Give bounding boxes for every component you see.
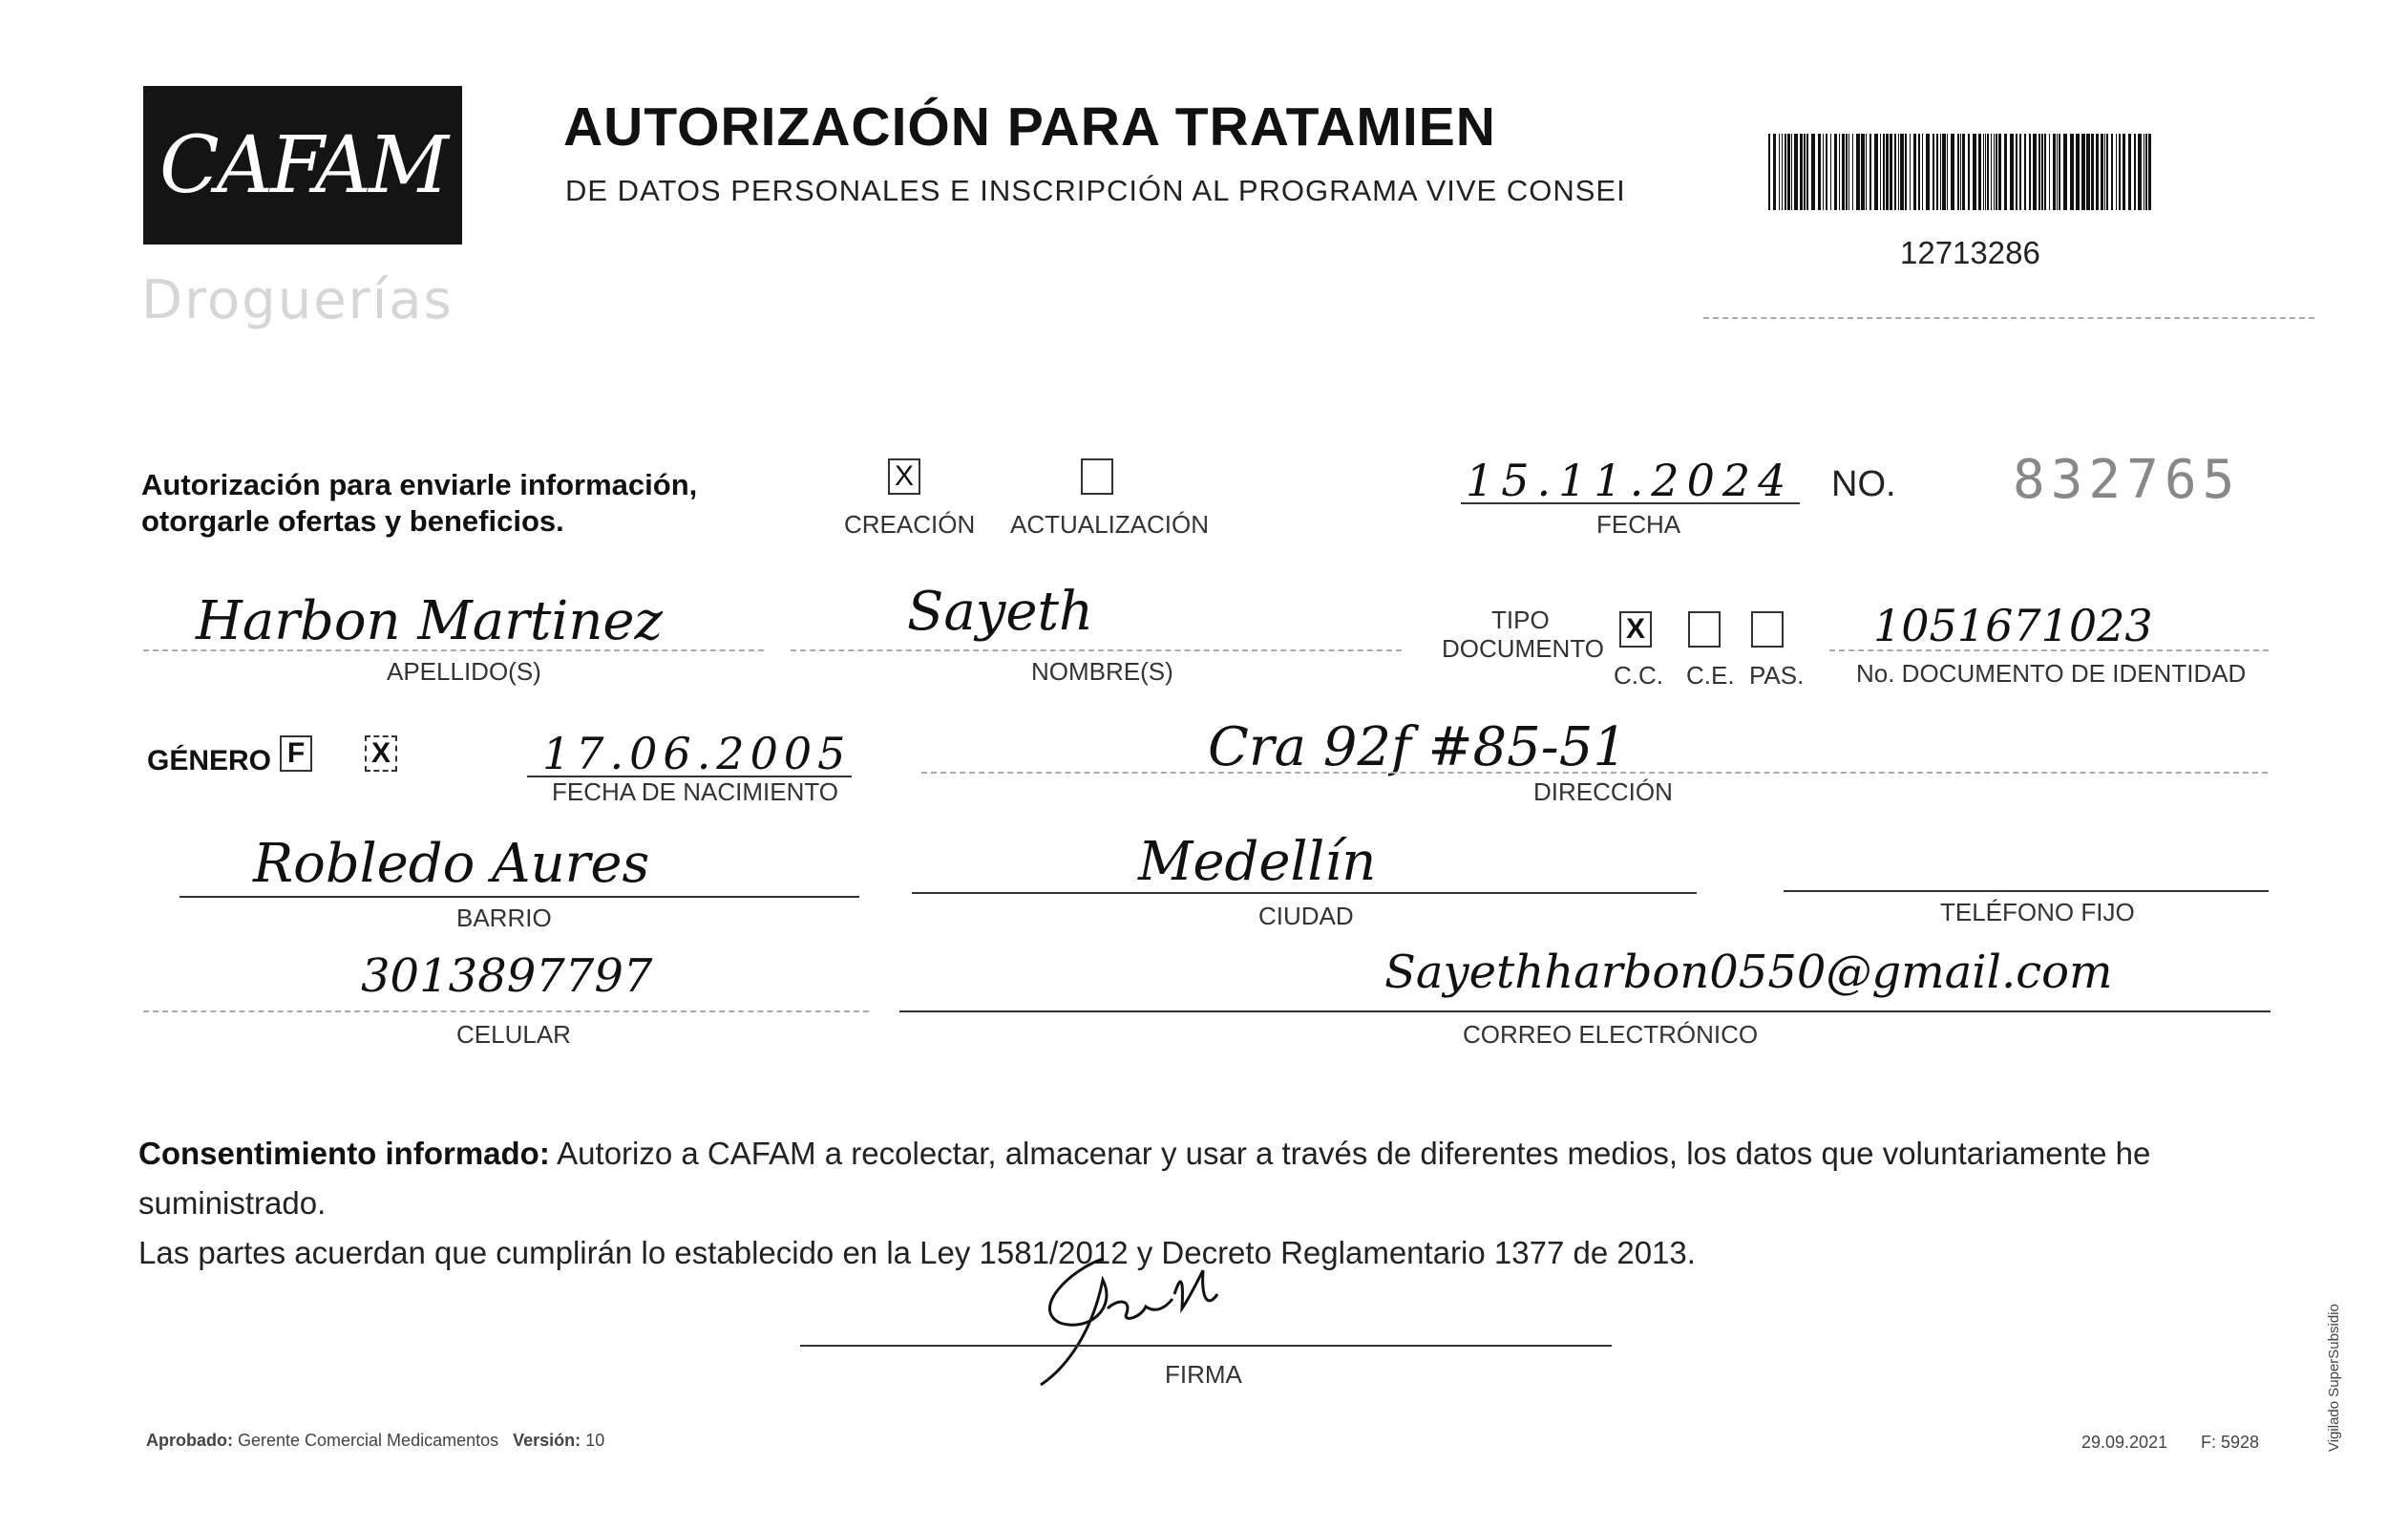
- barcode-bar: [2106, 134, 2108, 210]
- barcode-bar: [1922, 134, 1923, 210]
- nacimiento-label: FECHA DE NACIMIENTO: [552, 777, 839, 806]
- nombres-label: NOMBRE(S): [1031, 657, 1173, 686]
- barcode-bar: [1991, 134, 1992, 210]
- pas-checkbox[interactable]: [1751, 611, 1784, 648]
- direccion-line: [921, 772, 2268, 774]
- barcode-bar: [1866, 134, 1867, 210]
- ciudad-line: [912, 892, 1697, 894]
- barcode-bar: [2057, 134, 2058, 210]
- genero-label: GÉNERO: [147, 745, 272, 776]
- barcode-bar: [1894, 134, 1896, 210]
- auth-label-2: otorgarle ofertas y beneficios.: [141, 504, 564, 538]
- barcode-bar: [2038, 134, 2040, 210]
- barcode-bar: [1890, 134, 1892, 210]
- barcode: [1768, 134, 2152, 210]
- fecha-label: FECHA: [1596, 510, 1681, 539]
- barcode-bar: [2086, 134, 2090, 210]
- creacion-checkbox[interactable]: X: [888, 458, 920, 495]
- barcode-bar: [1842, 134, 1845, 210]
- vigilado-text: Vigilado SuperSubsidio: [2326, 1304, 2342, 1452]
- barcode-bar: [2024, 134, 2026, 210]
- barcode-bar: [2138, 134, 2142, 210]
- barcode-bar: [1905, 134, 1907, 210]
- barcode-bar: [2004, 134, 2007, 210]
- barcode-bar: [1933, 134, 1934, 210]
- consent-text-2: Las partes acuerdan que cumplirán lo establecido en la Ley 1581/2012 y Decreto Reglamentario 1377 de 2013.: [138, 1235, 1696, 1270]
- barcode-bar: [1983, 134, 1984, 210]
- barcode-bar: [1886, 134, 1889, 210]
- no-label: NO.: [1831, 464, 1896, 504]
- barcode-bar: [1791, 134, 1792, 210]
- documento-value[interactable]: 1051671023: [1873, 600, 2153, 651]
- barcode-bar: [1794, 134, 1798, 210]
- firma-line: [800, 1345, 1612, 1347]
- barrio-value[interactable]: Robledo Aures: [253, 833, 650, 895]
- barcode-bar: [1951, 134, 1954, 210]
- tipo-label: TIPO: [1491, 606, 1550, 634]
- barcode-bar: [1848, 134, 1849, 210]
- barcode-bar: [2053, 134, 2056, 210]
- barrio-line: [180, 896, 859, 898]
- footer-date: 29.09.2021: [2081, 1433, 2168, 1452]
- correo-label: CORREO ELECTRÓNICO: [1463, 1020, 1759, 1049]
- barcode-bar: [1918, 134, 1920, 210]
- barcode-bar: [1861, 134, 1865, 210]
- nombres-value[interactable]: Sayeth: [907, 581, 1094, 643]
- aprobado-label: Aprobado:: [146, 1431, 233, 1450]
- documento-line: [1829, 649, 2269, 651]
- barcode-bar: [2104, 134, 2105, 210]
- apellidos-line: [143, 649, 764, 651]
- barcode-bar: [2148, 134, 2151, 210]
- auth-label-1: Autorización para enviarle información,: [141, 468, 698, 501]
- form-title: AUTORIZACIÓN PARA TRATAMIEN: [563, 96, 1496, 158]
- version-value: 10: [585, 1431, 605, 1450]
- barcode-bar: [1973, 134, 1976, 210]
- barcode-bar: [1806, 134, 1808, 210]
- barcode-bar: [1994, 134, 1995, 210]
- barcode-bar: [2029, 134, 2031, 210]
- direccion-label: DIRECCIÓN: [1533, 777, 1673, 806]
- creacion-label: CREACIÓN: [844, 510, 976, 539]
- actualizacion-label: ACTUALIZACIÓN: [1010, 510, 1210, 539]
- firma-label: FIRMA: [1165, 1360, 1242, 1389]
- barcode-bar: [1852, 134, 1853, 210]
- footer-form-code: F: 5928: [2201, 1433, 2260, 1452]
- consent-bold-label: Consentimiento informado:: [138, 1136, 550, 1171]
- barcode-bar: [1940, 134, 1941, 210]
- barcode-bar: [1823, 134, 1824, 210]
- barcode-bar: [1830, 134, 1831, 210]
- barcode-bar: [1874, 134, 1878, 210]
- barcode-bar: [1947, 134, 1948, 210]
- cc-label: C.C.: [1614, 661, 1663, 690]
- barcode-bar: [1883, 134, 1885, 210]
- barcode-bar: [2059, 134, 2060, 210]
- cc-checkbox[interactable]: X: [1619, 611, 1652, 648]
- barcode-bar: [1987, 134, 1989, 210]
- documento-label: DOCUMENTO: [1442, 634, 1604, 663]
- telefono-label: TELÉFONO FIJO: [1940, 898, 2135, 926]
- barcode-bar: [2063, 134, 2067, 210]
- barcode-bar: [1800, 134, 1803, 210]
- drogueria-text: Droguerías: [141, 269, 454, 331]
- correo-value[interactable]: Sayethharbon0550@gmail.com: [1384, 946, 2113, 999]
- barcode-bar: [1960, 134, 1961, 210]
- header-divider: [1703, 317, 2314, 319]
- barcode-bar: [1839, 134, 1840, 210]
- barcode-bar: [2119, 134, 2121, 210]
- barcode-bar: [1898, 134, 1899, 210]
- barcode-bar: [1985, 134, 1986, 210]
- barcode-bar: [2016, 134, 2017, 210]
- logo-text: CAFAM: [159, 119, 446, 211]
- barcode-bar: [2116, 134, 2117, 210]
- barcode-bar: [2091, 134, 2094, 210]
- barcode-bar: [2019, 134, 2021, 210]
- apellidos-label: APELLIDO(S): [387, 657, 541, 686]
- version-label: Versión:: [513, 1431, 581, 1450]
- barcode-bar: [1962, 134, 1965, 210]
- barcode-bar: [1856, 134, 1860, 210]
- celular-value[interactable]: 3013897797: [361, 949, 653, 1003]
- barcode-bar: [1785, 134, 1786, 210]
- cafam-logo: [143, 86, 462, 245]
- barcode-bar: [1913, 134, 1916, 210]
- genero-m-checkbox[interactable]: X: [365, 735, 397, 772]
- no-value: 832765: [2013, 449, 2241, 511]
- barcode-bar: [1846, 134, 1848, 210]
- barcode-bar: [2111, 134, 2113, 210]
- barcode-bar: [2081, 134, 2085, 210]
- barcode-bar: [2101, 134, 2103, 210]
- barcode-bar: [1957, 134, 1959, 210]
- signature-image: [1012, 1242, 1299, 1394]
- barcode-bar: [2049, 134, 2050, 210]
- barcode-bar: [2128, 134, 2131, 210]
- barcode-bar: [1826, 134, 1827, 210]
- barcode-bar: [1900, 134, 1904, 210]
- nacimiento-value[interactable]: 17.06.2005: [542, 728, 852, 779]
- barcode-bar: [1834, 134, 1837, 210]
- barcode-bar: [2041, 134, 2043, 210]
- fecha-line: [1461, 502, 1800, 504]
- pas-label: PAS.: [1749, 661, 1805, 690]
- barcode-bar: [1773, 134, 1776, 210]
- correo-line: [899, 1010, 2271, 1012]
- barcode-bar: [1818, 134, 1821, 210]
- telefono-line: [1784, 890, 2269, 892]
- barcode-bar: [1942, 134, 1946, 210]
- barcode-bar: [2010, 134, 2014, 210]
- nombres-line: [791, 649, 1402, 651]
- barcode-bar: [1936, 134, 1938, 210]
- barcode-bar: [2033, 134, 2037, 210]
- aprobado-value: Gerente Comercial Medicamentos: [238, 1431, 499, 1450]
- barcode-bar: [1968, 134, 1970, 210]
- barcode-bar: [2123, 134, 2125, 210]
- barcode-bar: [1869, 134, 1871, 210]
- barcode-bar: [1910, 134, 1911, 210]
- barcode-bar: [1779, 134, 1780, 210]
- barrio-label: BARRIO: [456, 904, 552, 932]
- actualizacion-checkbox[interactable]: [1081, 458, 1113, 495]
- celular-label: CELULAR: [456, 1020, 571, 1049]
- barcode-bar: [1804, 134, 1806, 210]
- ciudad-value[interactable]: Medellín: [1138, 831, 1377, 893]
- barcode-bar: [1996, 134, 1997, 210]
- barcode-bar: [1787, 134, 1790, 210]
- documento-id-label: No. DOCUMENTO DE IDENTIDAD: [1856, 659, 2247, 688]
- barcode-bar: [2044, 134, 2046, 210]
- barcode-bar: [1811, 134, 1815, 210]
- apellidos-value[interactable]: Harbon Martinez: [196, 590, 664, 652]
- barcode-bar: [1880, 134, 1881, 210]
- barcode-bar: [1998, 134, 2001, 210]
- barcode-number: 12713286: [1900, 235, 2040, 270]
- barcode-bar: [2070, 134, 2074, 210]
- barcode-bar: [2076, 134, 2080, 210]
- barcode-bar: [2134, 134, 2136, 210]
- genero-f-checkbox[interactable]: F: [280, 735, 312, 772]
- barcode-bar: [2145, 134, 2147, 210]
- barcode-bar: [2096, 134, 2099, 210]
- ce-checkbox[interactable]: [1688, 611, 1721, 648]
- direccion-value[interactable]: Cra 92f #85-51: [1208, 716, 1627, 778]
- barcode-bar: [1978, 134, 1981, 210]
- fecha-value[interactable]: 15.11.2024: [1466, 455, 1794, 506]
- barcode-bar: [1926, 134, 1930, 210]
- celular-line: [143, 1010, 869, 1012]
- footer-aprobado: [146, 1431, 604, 1451]
- ce-label: C.E.: [1686, 661, 1735, 690]
- ciudad-label: CIUDAD: [1258, 902, 1354, 930]
- barcode-bar: [1768, 134, 1770, 210]
- barcode-bar: [1782, 134, 1783, 210]
- form-subtitle: DE DATOS PERSONALES E INSCRIPCIÓN AL PROGRAMA VIVE CONSEI: [565, 174, 1626, 207]
- consent-text-1: Autorizo a CAFAM a recolectar, almacenar y usar a través de diferentes medios, los datos que voluntariamente he suministrado.: [138, 1136, 2151, 1221]
